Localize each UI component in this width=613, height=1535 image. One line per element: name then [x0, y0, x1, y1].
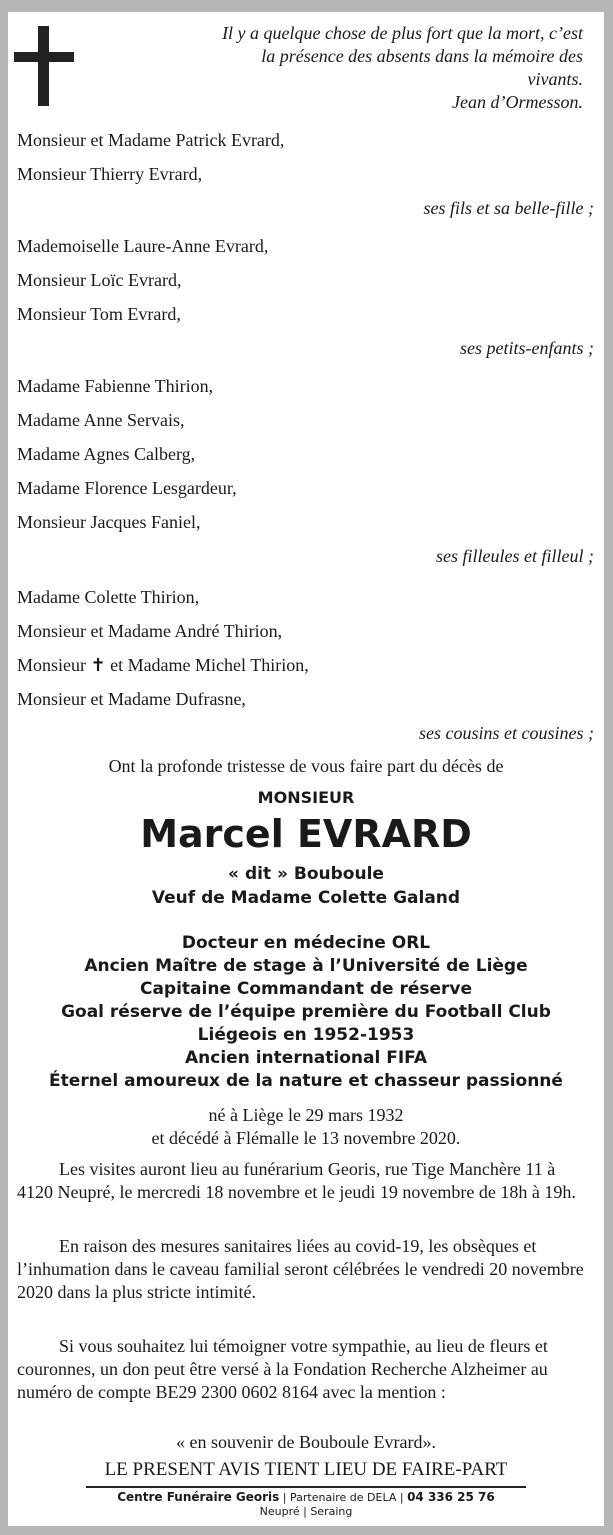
title-line: Éternel amoureux de la nature et chasseur passionné — [49, 1071, 563, 1091]
quote-line: la présence des absents dans la mémoire des — [261, 46, 583, 66]
title-line: Goal réserve de l’équipe première du Football Club — [61, 1002, 551, 1022]
family-member: Madame Agnes Calberg, — [17, 444, 196, 464]
family-group — [17, 580, 597, 750]
notice: LE PRESENT AVIS TIENT LIEU DE FAIRE-PART — [104, 1459, 508, 1480]
family-group — [17, 369, 597, 573]
footer-divider — [86, 1486, 526, 1488]
deceased-title: MONSIEUR — [257, 788, 355, 807]
footer-locations: Neupré | Seraing — [259, 1505, 353, 1518]
family-member: Madame Anne Servais, — [17, 410, 185, 430]
family-relation: ses petits-enfants ; — [460, 338, 594, 358]
family-group — [17, 123, 597, 225]
footer: Centre Funéraire Georis | Partenaire de DELA | 04 336 25 76 Neupré | Seraing — [8, 1490, 604, 1519]
family-member: Madame Colette Thirion, — [17, 587, 200, 607]
title-line: Ancien international FIFA — [185, 1048, 427, 1068]
family-member: Monsieur ✝ et Madame Michel Thirion, — [17, 655, 309, 675]
quote-author: Jean d’Ormesson. — [452, 92, 583, 112]
announcement: Ont la profonde tristesse de vous faire part du décès de — [108, 756, 504, 776]
nickname: « dit » Bouboule — [228, 864, 384, 884]
family-member: Madame Fabienne Thirion, — [17, 376, 214, 396]
family-member: Monsieur et Madame Dufrasne, — [17, 689, 246, 709]
quote-line: Il y a quelque chose de plus fort que la mort, c’est — [222, 23, 583, 43]
birth-line: né à Liège le 29 mars 1932 — [208, 1105, 404, 1125]
family-relation: ses filleules et filleul ; — [436, 546, 594, 566]
cross-icon — [14, 26, 74, 106]
family-member: Mademoiselle Laure-Anne Evrard, — [17, 236, 269, 256]
dates — [8, 1104, 604, 1150]
family-member: Monsieur Tom Evrard, — [17, 304, 181, 324]
family-member: Madame Florence Lesgardeur, — [17, 478, 237, 498]
family-relation: ses cousins et cousines ; — [419, 723, 594, 743]
obituary-card — [8, 12, 604, 1526]
title-line: Docteur en médecine ORL — [181, 933, 431, 953]
quote — [128, 22, 583, 114]
deceased-titles — [8, 932, 604, 1093]
family-member: Monsieur Thierry Evrard, — [17, 164, 203, 184]
donation-paragraph: Si vous souhaitez lui témoigner votre sympathie, au lieu de fleurs et couronnes, un don peut être versé à la Fondation Recherche Alzheimer au numéro de compte BE29 2300 0602 8164 avec la mention : — [17, 1336, 548, 1402]
footer-partner: Partenaire de DELA — [290, 1491, 397, 1504]
deceased-name: Marcel EVRARD — [140, 812, 472, 856]
deceased-subtitle — [8, 862, 604, 910]
family-member: Monsieur et Madame Patrick Evrard, — [17, 130, 285, 150]
family-member: Monsieur Loïc Evrard, — [17, 270, 182, 290]
visits-paragraph: Les visites auront lieu au funérarium Georis, rue Tige Manchère 11 à 4120 Neupré, le mercredi 18 novembre et le jeudi 19 novembre de 18h à 19h. — [17, 1159, 576, 1202]
footer-phone: 04 336 25 76 — [407, 1490, 495, 1504]
mention: « en souvenir de Bouboule Evrard». — [176, 1432, 436, 1452]
death-line: et décédé à Flémalle le 13 novembre 2020. — [151, 1128, 461, 1148]
title-line: Capitaine Commandant de réserve — [139, 979, 473, 999]
family-relation: ses fils et sa belle-fille ; — [423, 198, 594, 218]
quote-line: vivants. — [527, 69, 583, 89]
title-line: Ancien Maître de stage à l’Université de Liège — [84, 956, 528, 976]
title-line: Liégeois en 1952-1953 — [197, 1025, 415, 1045]
family-member: Monsieur Jacques Faniel, — [17, 512, 201, 532]
ceremony-paragraph: En raison des mesures sanitaires liées au covid-19, les obsèques et l’inhumation dans le caveau familial seront célébrées le vendredi 20 novembre 2020 dans la plus stricte intimité. — [17, 1236, 584, 1302]
family-group — [17, 229, 597, 365]
family-member: Monsieur et Madame André Thirion, — [17, 621, 283, 641]
footer-company: Centre Funéraire Georis — [117, 1490, 280, 1504]
widower-line: Veuf de Madame Colette Galand — [151, 888, 461, 908]
